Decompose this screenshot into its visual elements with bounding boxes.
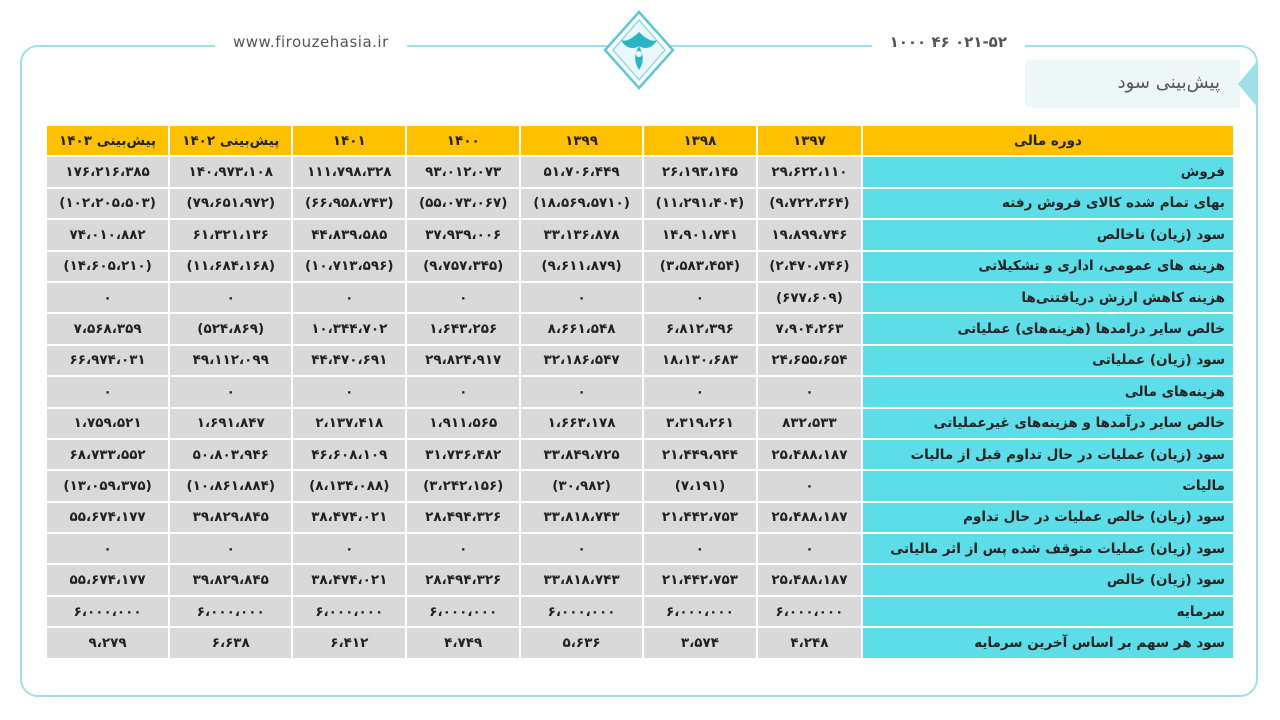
table-cell: ۶،۰۰۰،۰۰۰ [644,597,756,626]
table-cell: ۰ [644,377,756,406]
table-cell: ۵،۶۳۶ [521,628,642,657]
row-label: سود (زیان) ناخالص [863,220,1233,249]
table-cell: ۰ [521,283,642,312]
table-cell: ۶،۰۰۰،۰۰۰ [407,597,519,626]
row-label: سود (زیان) خالص عملیات در حال تداوم [863,503,1233,532]
table-cell: ۰ [170,377,291,406]
table-cell: ۸،۶۶۱،۵۴۸ [521,314,642,343]
table-cell: (۳۰،۹۸۲) [521,471,642,500]
table-row [47,471,1233,500]
table-cell: ۰ [758,534,861,563]
table-cell: ۶،۰۰۰،۰۰۰ [758,597,861,626]
table-cell: ۶۸،۷۳۳،۵۵۲ [47,440,168,469]
table-cell: ۰ [47,283,168,312]
table-cell: ۳،۳۱۹،۲۶۱ [644,409,756,438]
table-cell: ۶،۰۰۰،۰۰۰ [47,597,168,626]
table-cell: (۵۲۴،۸۶۹) [170,314,291,343]
row-label: هزینه‌های مالی [863,377,1233,406]
table-cell: ۲۸،۴۹۴،۳۲۶ [407,503,519,532]
table-row [47,565,1233,594]
table-cell: ۰ [170,534,291,563]
table-cell: ۳۳،۱۳۶،۸۷۸ [521,220,642,249]
column-header-year: ۱۳۹۷ [758,126,861,155]
table-cell: ۲۱،۴۴۲،۷۵۳ [644,565,756,594]
column-header-period: دوره مالی [863,126,1233,155]
table-cell: ۱۷۶،۲۱۶،۳۸۵ [47,157,168,186]
row-label: بهای تمام شده کالای فروش رفته [863,189,1233,218]
row-label: مالیات [863,471,1233,500]
table-cell: ۲۱،۴۴۹،۹۴۴ [644,440,756,469]
column-header-year: ۱۳۹۹ [521,126,642,155]
table-cell: ۰ [644,534,756,563]
table-cell: ۹،۲۷۹ [47,628,168,657]
table-cell: (۶۷۷،۶۰۹) [758,283,861,312]
table-cell: (۳،۲۴۲،۱۵۶) [407,471,519,500]
website-url[interactable]: www.firouzehasia.ir [215,33,407,51]
table-row [47,534,1233,563]
column-header-year: ۱۴۰۰ [407,126,519,155]
table-cell: ۶،۰۰۰،۰۰۰ [170,597,291,626]
table-cell: (۱۸،۵۶۹،۵۷۱۰) [521,189,642,218]
table-cell: (۹،۷۲۲،۳۶۴) [758,189,861,218]
table-cell: ۲۶،۱۹۳،۱۴۵ [644,157,756,186]
table-cell: ۷،۵۶۸،۳۵۹ [47,314,168,343]
table-cell: (۲،۴۷۰،۷۴۶) [758,252,861,281]
table-cell: ۰ [407,534,519,563]
table-cell: ۱،۶۴۳،۲۵۶ [407,314,519,343]
table-cell: ۳۳،۸۴۹،۷۲۵ [521,440,642,469]
row-label: سود (زیان) خالص [863,565,1233,594]
table-cell: ۸۳۲،۵۳۳ [758,409,861,438]
table-row [47,409,1233,438]
table-cell: ۱۰،۳۴۴،۷۰۲ [293,314,405,343]
table-cell: ۴۹،۱۱۲،۰۹۹ [170,346,291,375]
table-cell: ۶،۴۱۲ [293,628,405,657]
table-row [47,189,1233,218]
table-cell: ۰ [47,534,168,563]
table-row [47,597,1233,626]
firouzeh-asia-logo-icon [603,10,675,96]
table-cell: ۴۴،۸۳۹،۵۸۵ [293,220,405,249]
table-row [47,314,1233,343]
table-cell: ۱۹،۸۹۹،۷۴۶ [758,220,861,249]
table-cell: ۰ [644,283,756,312]
table-cell: ۲۵،۴۸۸،۱۸۷ [758,503,861,532]
column-header-year: ۱۴۰۱ [293,126,405,155]
table-cell: ۱،۶۹۱،۸۴۷ [170,409,291,438]
table-cell: (۷،۱۹۱) [644,471,756,500]
table-cell: (۱۳،۰۵۹،۳۷۵) [47,471,168,500]
table-cell: ۷،۹۰۴،۲۶۳ [758,314,861,343]
table-row [47,377,1233,406]
table-cell: (۹،۶۱۱،۸۷۹) [521,252,642,281]
row-label: سود (زیان) عملیاتی [863,346,1233,375]
row-label: هزینه های عمومی، اداری و تشکیلاتی [863,252,1233,281]
table-row [47,220,1233,249]
table-row [47,283,1233,312]
table-cell: ۲۵،۴۸۸،۱۸۷ [758,565,861,594]
table-cell: ۶،۰۰۰،۰۰۰ [521,597,642,626]
table-cell: ۰ [521,534,642,563]
table-cell: ۴۶،۶۰۸،۱۰۹ [293,440,405,469]
page-title: پیش‌بینی سود [1117,72,1220,93]
table-row [47,157,1233,186]
table-header-row [47,126,1233,155]
row-label: سرمایه [863,597,1233,626]
table-cell: ۲۱،۴۴۲،۷۵۳ [644,503,756,532]
table-cell: ۹۳،۰۱۲،۰۷۳ [407,157,519,186]
row-label: هزینه کاهش ارزش دریافتنی‌ها [863,283,1233,312]
table-row [47,346,1233,375]
table-body [47,157,1233,657]
table-cell: ۰ [170,283,291,312]
table-cell: (۱۱،۶۸۴،۱۶۸) [170,252,291,281]
table-cell: ۵۱،۷۰۶،۴۴۹ [521,157,642,186]
table-cell: ۱۸،۱۳۰،۶۸۳ [644,346,756,375]
table-cell: ۶،۸۱۲،۳۹۶ [644,314,756,343]
table-cell: (۱۰،۸۶۱،۸۸۴) [170,471,291,500]
table-cell: ۲۸،۴۹۴،۳۲۶ [407,565,519,594]
table-cell: ۳۳،۸۱۸،۷۴۳ [521,565,642,594]
table-cell: ۷۴،۰۱۰،۸۸۲ [47,220,168,249]
table-cell: ۳۹،۸۲۹،۸۴۵ [170,565,291,594]
table-cell: ۶۱،۳۲۱،۱۳۶ [170,220,291,249]
table-cell: (۹،۷۵۷،۳۴۵) [407,252,519,281]
table-cell: ۴،۲۴۸ [758,628,861,657]
table-cell: ۶۶،۹۷۴،۰۳۱ [47,346,168,375]
row-label: سود (زیان) عملیات در حال تداوم قبل از مالیات [863,440,1233,469]
table-cell: (۳،۵۸۳،۴۵۴) [644,252,756,281]
table-cell: ۰ [521,377,642,406]
row-label: خالص سایر درآمدها و هزینه‌های غیرعملیاتی [863,409,1233,438]
column-header-year: ۱۳۹۸ [644,126,756,155]
table-cell: ۳۸،۴۷۴،۰۲۱ [293,565,405,594]
table-cell: (۱۴،۶۰۵،۲۱۰) [47,252,168,281]
table-cell: ۵۵،۶۷۴،۱۷۷ [47,565,168,594]
table-cell: (۷۹،۶۵۱،۹۷۲) [170,189,291,218]
table-cell: ۱،۷۵۹،۵۲۱ [47,409,168,438]
row-label: خالص سایر درامدها (هزینه‌های) عملیاتی [863,314,1233,343]
table-row [47,503,1233,532]
table-row [47,440,1233,469]
table-cell: ۳۳،۸۱۸،۷۴۳ [521,503,642,532]
profit-forecast-table [45,124,1235,660]
table-cell: ۲،۱۳۷،۴۱۸ [293,409,405,438]
row-label: فروش [863,157,1233,186]
table-cell: (۵۵،۰۷۳،۰۶۷) [407,189,519,218]
phone-number: ۰۲۱-۵۲ ۴۶ ۱۰۰۰ [872,33,1025,51]
table-cell: ۰ [758,377,861,406]
table-cell: ۱،۶۶۳،۱۷۸ [521,409,642,438]
table-cell: ۶،۶۳۸ [170,628,291,657]
table-cell: ۶،۰۰۰،۰۰۰ [293,597,405,626]
table-cell: ۰ [293,377,405,406]
row-label: سود (زیان) عملیات متوقف شده پس از اثر مالیاتی [863,534,1233,563]
table-cell: ۰ [293,283,405,312]
table-cell: ۴۴،۴۷۰،۶۹۱ [293,346,405,375]
table-cell: ۰ [407,377,519,406]
table-cell: ۰ [293,534,405,563]
table-cell: (۸،۱۳۴،۰۸۸) [293,471,405,500]
table-cell: ۰ [758,471,861,500]
table-cell: ۰ [47,377,168,406]
row-label: سود هر سهم بر اساس آخرین سرمایه [863,628,1233,657]
table-cell: ۳۹،۸۲۹،۸۴۵ [170,503,291,532]
table-cell: ۲۹،۶۲۲،۱۱۰ [758,157,861,186]
table-cell: ۲۵،۴۸۸،۱۸۷ [758,440,861,469]
table-cell: (۱۰،۷۱۳،۵۹۶) [293,252,405,281]
column-header-year: پیش‌بینی ۱۴۰۲ [170,126,291,155]
table-cell: (۱۰۲،۲۰۵،۵۰۳) [47,189,168,218]
table-cell: ۳۲،۱۸۶،۵۴۷ [521,346,642,375]
table-cell: ۵۰،۸۰۳،۹۴۶ [170,440,291,469]
table-row [47,252,1233,281]
table-cell: (۱۱،۲۹۱،۴۰۴) [644,189,756,218]
title-arrow-decoration [1238,60,1258,108]
table-cell: ۲۹،۸۲۴،۹۱۷ [407,346,519,375]
table-cell: ۳،۵۷۴ [644,628,756,657]
table-cell: ۰ [407,283,519,312]
table-cell: ۳۸،۴۷۴،۰۲۱ [293,503,405,532]
table-cell: ۴،۷۴۹ [407,628,519,657]
table-cell: ۳۱،۷۳۶،۴۸۲ [407,440,519,469]
table-row [47,628,1233,657]
table-cell: ۲۴،۶۵۵،۶۵۴ [758,346,861,375]
table-cell: ۱۱۱،۷۹۸،۳۲۸ [293,157,405,186]
table-cell: ۱۴،۹۰۱،۷۴۱ [644,220,756,249]
table-cell: ۱،۹۱۱،۵۶۵ [407,409,519,438]
table-cell: ۵۵،۶۷۴،۱۷۷ [47,503,168,532]
table-cell: (۶۶،۹۵۸،۷۴۳) [293,189,405,218]
column-header-year: پیش‌بینی ۱۴۰۳ [47,126,168,155]
table-cell: ۳۷،۹۳۹،۰۰۶ [407,220,519,249]
table-cell: ۱۴۰،۹۷۳،۱۰۸ [170,157,291,186]
